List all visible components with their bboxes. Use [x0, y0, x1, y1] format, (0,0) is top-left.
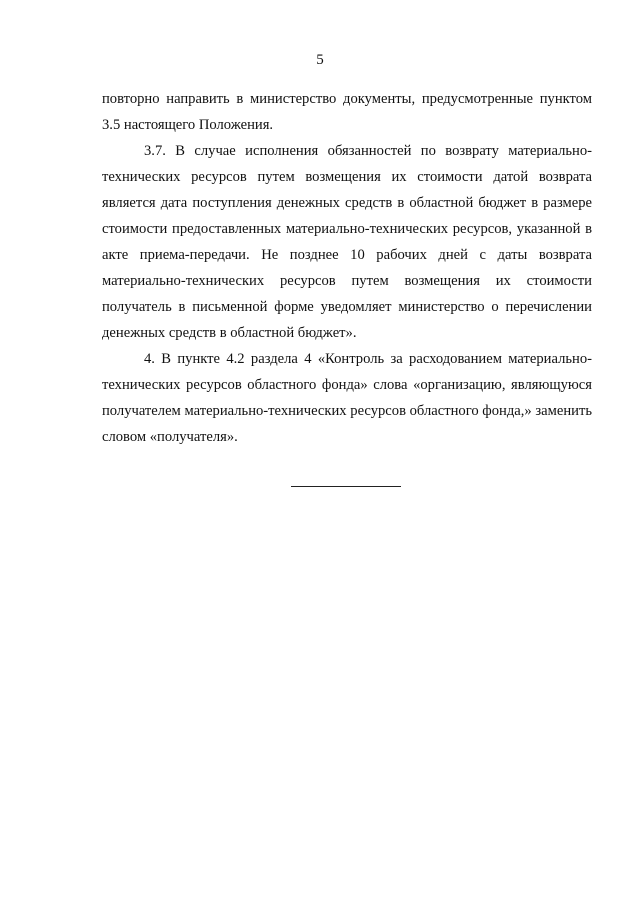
paragraph-continuation: повторно направить в министерство документы, предусмотренные пунктом 3.5 настоящего Положения.: [102, 91, 592, 133]
page-number: 5: [316, 52, 324, 68]
paragraph-3-7: 3.7. В случае исполнения обязанностей по возврату материально-технических ресурсов путем возмещения их стоимости датой возврата является дата поступления денежных средств в областной бюджет в размере стоимости предоставленных материально-технических ресурсов, указанной в акте приема-передачи. Не позднее 10 рабочих дней с даты возврата материально-технических ресурсов путем возмещения их стоимости получатель в письменной форме уведомляет министерство о перечислении денежных средств в областной бюджет».: [102, 143, 592, 341]
paragraph-4: 4. В пункте 4.2 раздела 4 «Контроль за расходованием материально-технических ресурсов областного фонда» слова «организацию, являющуюся получателем материально-технических ресурсов областного фонда,» заменить словом «получателя».: [102, 351, 592, 445]
body-text: [102, 86, 592, 450]
closing-divider-line: [291, 486, 401, 487]
